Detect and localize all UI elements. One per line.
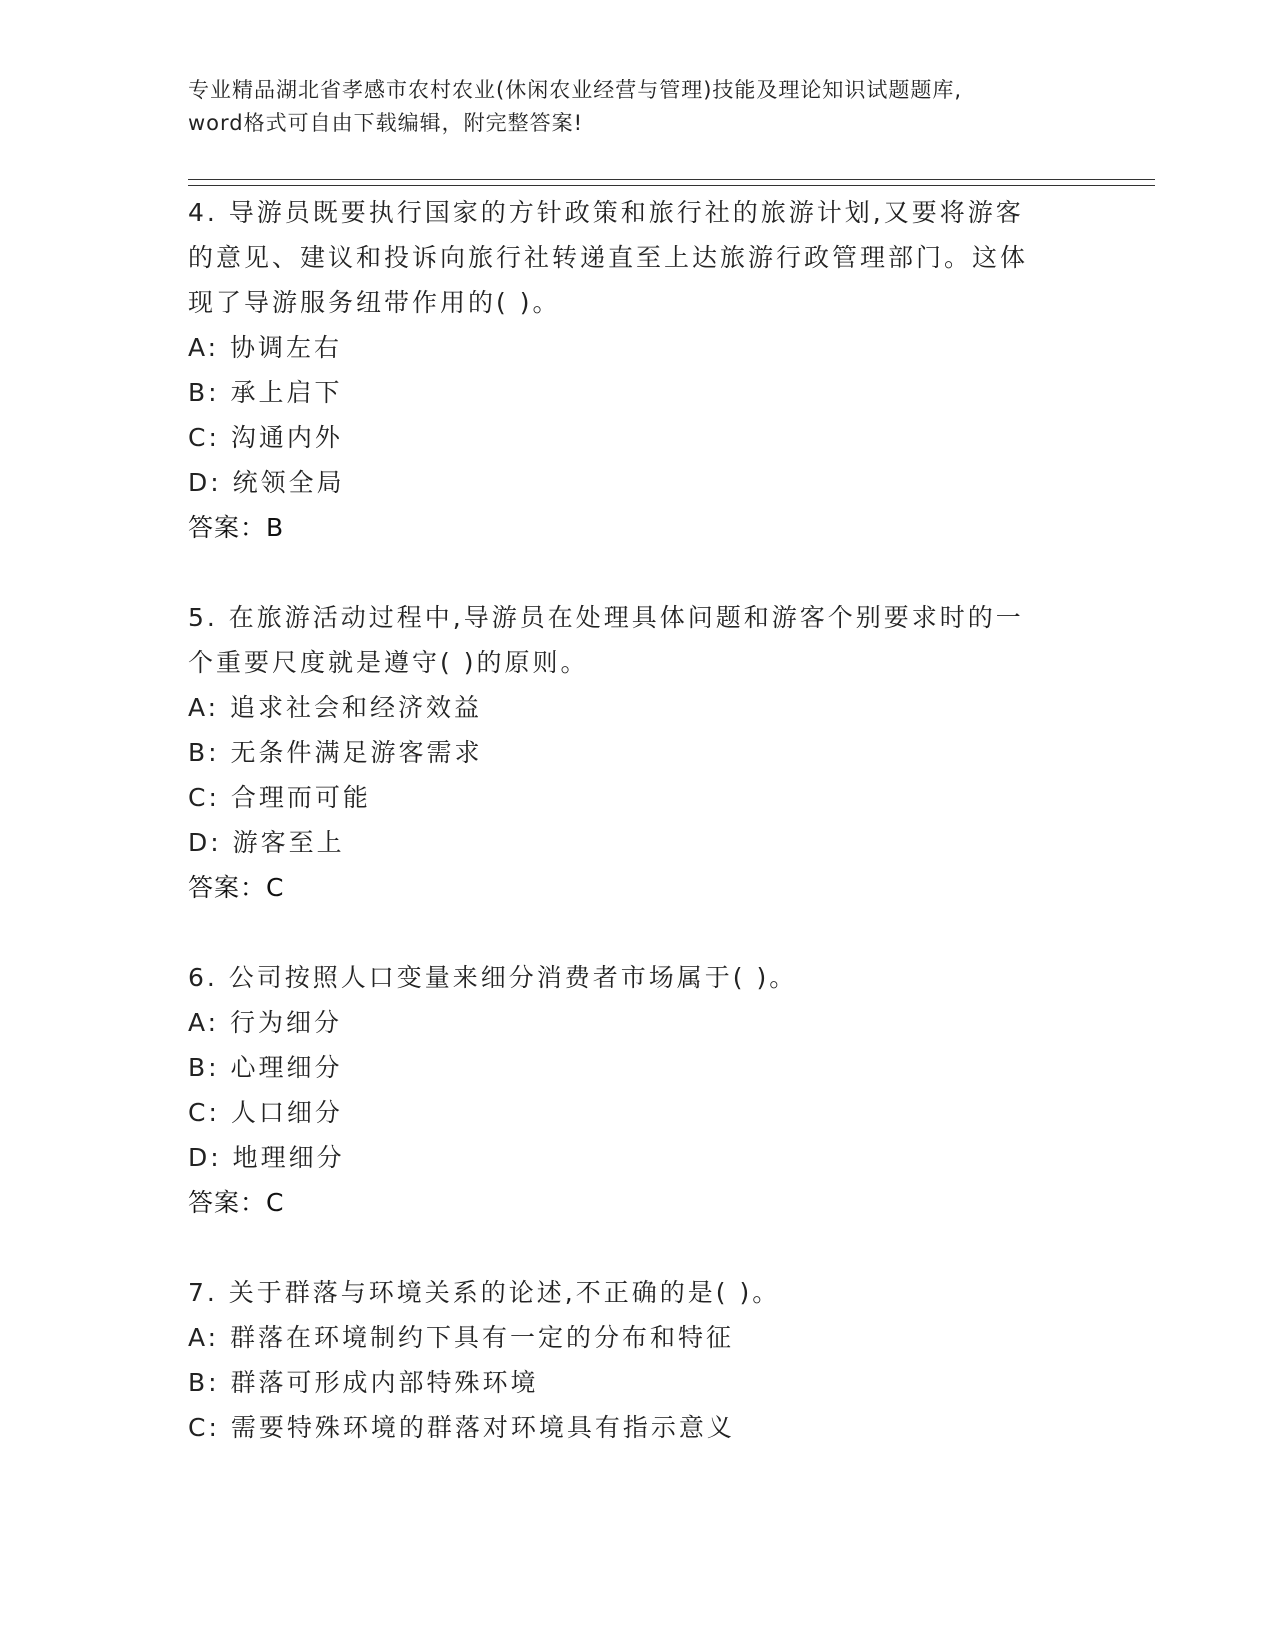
question-4 — [188, 190, 1088, 550]
option-a: A: 协调左右 — [188, 333, 343, 362]
option-a: A: 追求社会和经济效益 — [188, 693, 483, 722]
option-c: C: 人口细分 — [188, 1098, 343, 1127]
header-divider — [188, 179, 1155, 186]
question-stem — [188, 190, 1088, 325]
question-stem — [188, 955, 1088, 1000]
option-b: B: 承上启下 — [188, 378, 343, 407]
answer: 答案：B — [188, 513, 285, 542]
option-a: A: 行为细分 — [188, 1008, 343, 1037]
answer: 答案：C — [188, 873, 285, 902]
option-d: D: 地理细分 — [188, 1143, 345, 1172]
header-line-2: word格式可自由下载编辑，附完整答案! — [188, 111, 584, 135]
stem-line: 7. 关于群落与环境关系的论述,不正确的是( )。 — [188, 1278, 781, 1307]
answer: 答案：C — [188, 1188, 285, 1217]
header-line-1: 专业精品湖北省孝感市农村农业(休闲农业经营与管理)技能及理论知识试题题库, — [188, 78, 963, 102]
question-stem — [188, 1270, 1088, 1315]
question-7 — [188, 1270, 1088, 1450]
option-b: B: 无条件满足游客需求 — [188, 738, 483, 767]
option-c: C: 合理而可能 — [188, 783, 371, 812]
option-a: A: 群落在环境制约下具有一定的分布和特征 — [188, 1323, 735, 1352]
stem-line: 现了导游服务纽带作用的( )。 — [188, 288, 561, 317]
stem-line: 的意见、建议和投诉向旅行社转递直至上达旅游行政管理部门。这体 — [188, 243, 1029, 272]
stem-line: 6. 公司按照人口变量来细分消费者市场属于( )。 — [188, 963, 798, 992]
question-5 — [188, 595, 1088, 910]
option-d: D: 统领全局 — [188, 468, 345, 497]
option-c: C: 需要特殊环境的群落对环境具有指示意义 — [188, 1413, 735, 1442]
stem-line: 4. 导游员既要执行国家的方针政策和旅行社的旅游计划,又要将游客 — [188, 198, 1024, 227]
option-c: C: 沟通内外 — [188, 423, 343, 452]
question-stem — [188, 595, 1088, 685]
option-d: D: 游客至上 — [188, 828, 345, 857]
stem-line: 个重要尺度就是遵守( )的原则。 — [188, 648, 589, 677]
stem-line: 5. 在旅游活动过程中,导游员在处理具体问题和游客个别要求时的一 — [188, 603, 1024, 632]
document-header — [188, 74, 1068, 140]
option-b: B: 心理细分 — [188, 1053, 343, 1082]
question-list — [188, 190, 1088, 1495]
option-b: B: 群落可形成内部特殊环境 — [188, 1368, 539, 1397]
question-6 — [188, 955, 1088, 1225]
